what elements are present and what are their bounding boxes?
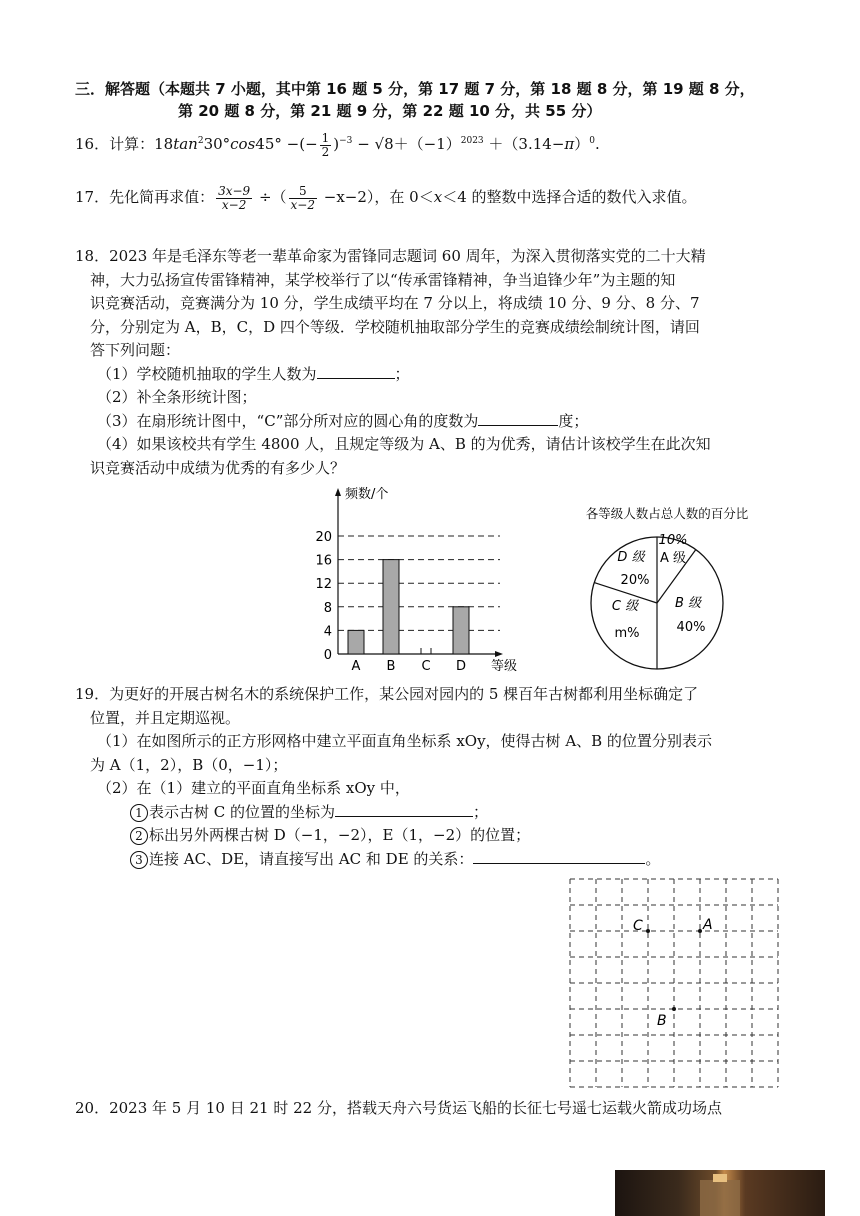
q19-line: 19．为更好的开展古树名木的系统保护工作，某公园对园内的 5 棵百年古树都利用坐标确定了	[75, 685, 699, 703]
q19-sub1: （1）在如图所示的正方形网格中建立平面直角坐标系 xOy，使得古树 A、B 的位置分别表示	[97, 732, 712, 750]
circled-number: 1	[130, 804, 148, 822]
frac-den: 2	[321, 144, 330, 159]
q19-item2	[75, 824, 712, 848]
q17-text: ＜4 的整数中选择合适的数代入求值。	[442, 188, 697, 206]
q16-tan: tan	[173, 135, 198, 153]
q16-exp: 0	[589, 136, 596, 146]
section-heading-line2: 第 20 题 8 分，第 21 题 9 分，第 22 题 10 分，共 55 分）	[178, 102, 602, 120]
question-17	[75, 184, 697, 212]
q16-pi: π	[564, 135, 575, 153]
bar-B	[383, 560, 399, 654]
question-19	[75, 683, 712, 871]
label-c: C	[633, 918, 643, 934]
q17-text: −x−2），在 0＜	[319, 188, 434, 206]
y-tick-label: 8	[323, 600, 332, 616]
q18-sub2: （2）补全条形统计图；	[97, 388, 257, 406]
q16-fraction	[320, 132, 332, 159]
frac-num: 1	[321, 130, 330, 145]
q19-item3	[75, 848, 712, 872]
q19-item1-text: 表示古树 C 的位置的坐标为	[149, 802, 336, 821]
pie-chart	[555, 500, 785, 675]
q17-fraction-1	[216, 185, 252, 212]
pie-slice-name: C 级	[611, 599, 639, 614]
circled-number: 2	[130, 827, 148, 845]
circled-number: 3	[130, 851, 148, 869]
q16-expr: )	[333, 135, 340, 153]
bar-chart	[305, 482, 540, 674]
pie-slice-name: B 级	[674, 596, 702, 611]
answer-blank[interactable]	[317, 364, 395, 379]
label-b: B	[657, 1013, 667, 1029]
y-axis-arrow	[335, 488, 341, 496]
q16-expr: − √8＋（−1）	[352, 135, 461, 153]
point-c	[646, 929, 650, 933]
q16-sup-2: 2	[197, 136, 204, 146]
q16-expr: 18	[154, 135, 174, 153]
q19-item2-text: 标出另外两棵古树 D（−1，−2），E（1，−2）的位置；	[149, 826, 531, 844]
q19-item1	[75, 801, 712, 825]
pie-slice-name: 10%	[658, 533, 688, 548]
q16-label: 16．计算：	[75, 135, 155, 153]
x-axis-label: 等级	[491, 659, 518, 674]
q18-line: 神，大力弘扬宣传雷锋精神，某学校举行了以“传承雷锋精神，争当追锋少年”为主题的知	[90, 270, 676, 289]
q19-item3-end: 。	[645, 849, 661, 868]
q19-sub1-cont: 为 A（1，2），B（0，−1）；	[90, 755, 288, 774]
answer-blank[interactable]	[335, 802, 473, 817]
x-tick-label: B	[386, 659, 396, 674]
q16-exp: 2023	[460, 136, 484, 146]
q18-sub4: （4）如果该校共有学生 4800 人，且规定等级为 A、B 的为优秀，请估计该校学生在此次知	[97, 435, 711, 453]
y-tick-label: 0	[323, 648, 332, 663]
question-18	[75, 245, 711, 480]
q19-sub2: （2）在（1）建立的平面直角坐标系 xOy 中，	[97, 779, 410, 797]
q17-op: ÷（	[254, 188, 287, 206]
q19-item3-text: 连接 AC、DE，请直接写出 AC 和 DE 的关系：	[149, 849, 474, 868]
q16-exp: −3	[339, 136, 353, 146]
q18-sub3-text: （3）在扇形统计图中，“C”部分所对应的圆心角的度数为	[97, 411, 479, 430]
y-tick-label: 20	[315, 530, 332, 545]
q16-expr: ）	[574, 135, 590, 153]
point-a	[698, 929, 702, 933]
coordinate-grid	[565, 877, 780, 1089]
q18-line: 答下列问题：	[90, 341, 181, 359]
pie-slice-value: m%	[614, 626, 640, 641]
pie-slice-name: D 级	[617, 550, 645, 565]
q16-expr: ＋（3.14−	[483, 135, 565, 153]
frac-den: x−2	[290, 197, 315, 212]
q18-line: 分，分别定为 A，B，C，D 四个等级．学校随机抽取部分学生的竞赛成绩绘制统计图，请回	[90, 317, 700, 336]
q18-sub4-cont: 识竞赛活动中成绩为优秀的有多少人？	[90, 458, 346, 477]
frac-num: 5	[289, 185, 317, 199]
photo-light	[713, 1174, 727, 1182]
bar-A	[348, 630, 364, 654]
x-tick-label: A	[351, 659, 361, 674]
pie-slice-value: 20%	[620, 573, 650, 588]
rocket-launch-photo	[615, 1170, 825, 1216]
question-16	[75, 130, 600, 159]
photo-tower	[700, 1180, 740, 1216]
y-axis-label: 频数/个	[345, 487, 389, 502]
q18-line: 18．2023 年是毛泽东等老一辈革命家为雷锋同志题词 60 周年，为深入贯彻落实党的二十大精	[75, 247, 706, 265]
pie-slice-value: A 级	[659, 551, 687, 566]
frac-num: 3x−9	[218, 183, 251, 198]
x-axis-arrow	[495, 651, 503, 657]
y-tick-label: 16	[315, 553, 332, 569]
q16-expr: 30°	[203, 135, 231, 153]
answer-blank[interactable]	[478, 411, 558, 426]
q16-cos: cos	[230, 135, 256, 153]
frac-den: x−2	[221, 197, 247, 212]
q16-expr: .	[595, 135, 600, 153]
label-a: A	[703, 917, 713, 933]
bar-D	[453, 607, 469, 654]
q16-expr: 45° −(−	[255, 135, 318, 153]
q17-fraction-2	[289, 185, 317, 212]
q18-sub3	[75, 410, 711, 434]
question-20: 20．2023 年 5 月 10 日 21 时 22 分，搭载天舟六号货运飞船的长征七号遥七运载火箭成功场点	[75, 1099, 722, 1117]
section-heading-line1: 三．解答题（本题共 7 小题，其中第 16 题 5 分，第 17 题 7 分，第 18 题 8 分，第 19 题 8 分，	[75, 80, 755, 98]
q18-sub1	[75, 363, 711, 387]
y-tick-label: 12	[315, 577, 332, 593]
y-tick-label: 4	[323, 624, 332, 640]
q18-sub3-end: 度；	[558, 411, 589, 430]
x-tick-label: C	[421, 659, 431, 674]
x-tick-label: D	[455, 659, 467, 674]
q19-item1-end: ；	[473, 802, 489, 821]
q17-var: x	[433, 188, 443, 206]
q18-sub1-end: ；	[394, 364, 410, 383]
q18-sub1-text: （1）学校随机抽取的学生人数为	[97, 364, 317, 383]
pie-title: 各等级人数占总人数的百分比	[585, 506, 749, 521]
pie-slice-value: 40%	[676, 620, 706, 635]
q19-line: 位置，并且定期巡视。	[90, 708, 241, 727]
q18-line: 识竞赛活动，竞赛满分为 10 分，学生成绩平均在 7 分以上，将成绩 10 分、9 分、8 分、7	[90, 294, 700, 312]
point-b	[672, 1007, 676, 1011]
q17-label: 17．先化简再求值：	[75, 188, 215, 206]
answer-blank[interactable]	[473, 849, 645, 864]
